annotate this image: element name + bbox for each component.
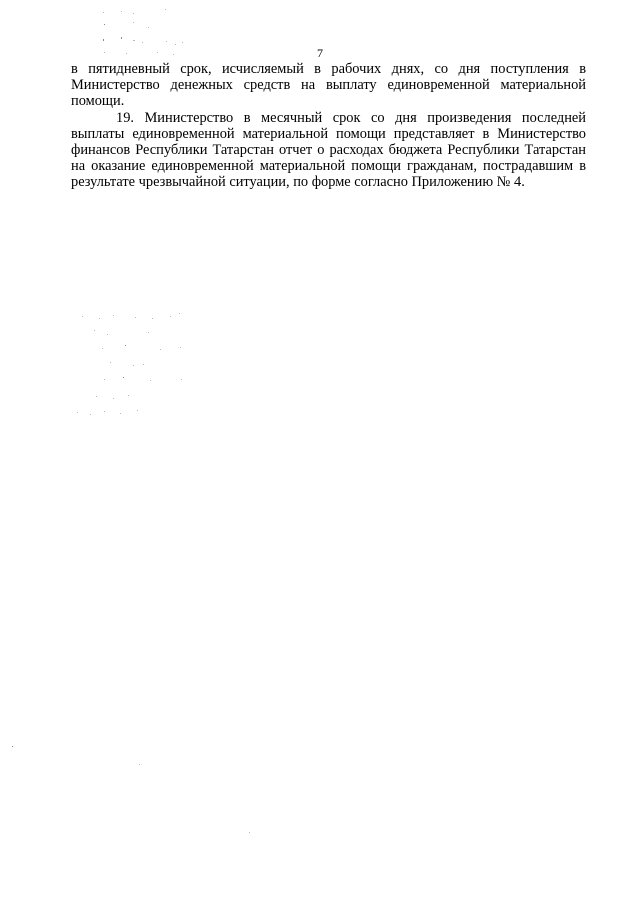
document-body [71,61,586,191]
paragraph-item-19: 19. Министерство в месячный срок со дня произведения последней выплаты единовременной материальной помощи представляет в Министерство финансов Республики Татарстан отчет о расходах бюджета Республики Татарстан на оказание единовременной материальной помощи гражданам, пострадавшим в результате чрезвычайной ситуации, по форме согласно Приложению № 4. [71,109,586,191]
page-number: 7 [317,46,323,60]
paragraph-continuation: в пятидневный срок, исчисляемый в рабочих днях, со дня поступления в Министерство денежных средств на выплату единовременной материальной помощи. [71,61,586,110]
